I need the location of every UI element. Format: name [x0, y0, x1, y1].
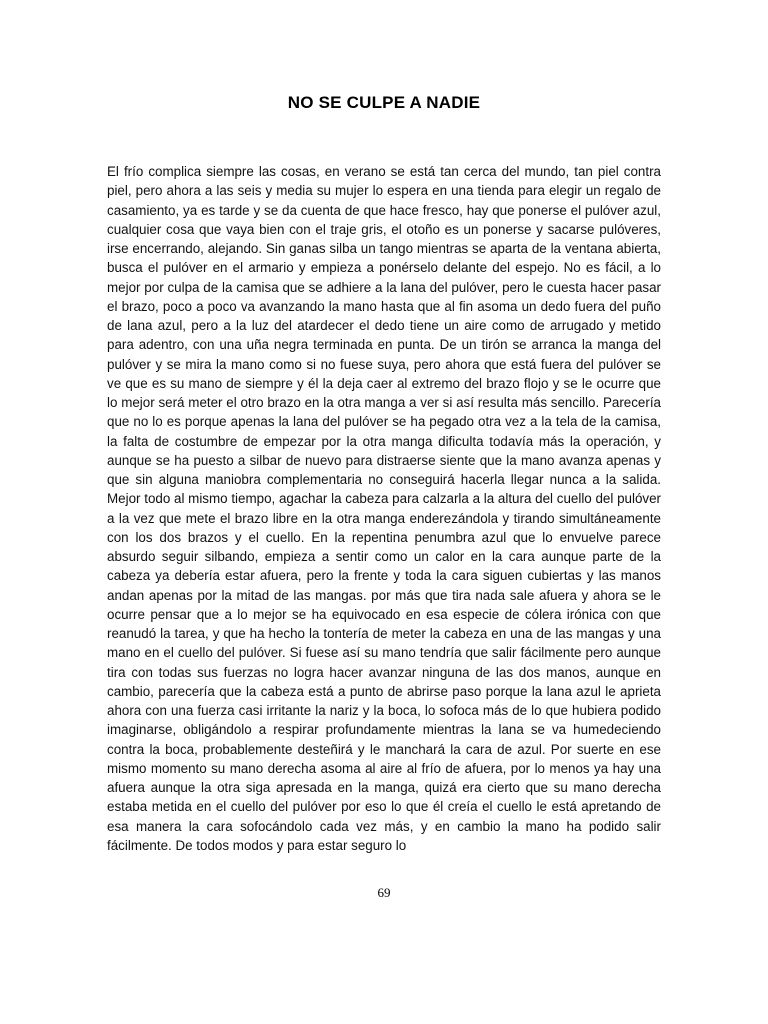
page-title: NO SE CULPE A NADIE [287, 93, 481, 112]
page-number: 69 [377, 885, 391, 900]
body-paragraph: El frío complica siempre las cosas, en verano se está tan cerca del mundo, tan piel contra piel, pero ahora a las seis y media su mujer lo espera en una tienda para elegir un regalo de casamiento, ya es tarde y se da cuenta de que hace fresco, hay que ponerse el pulóver azul, cualquier cosa que vaya bien con el traje gris, el otoño es un ponerse y sacarse pulóveres, irse encerrando, alejando. Sin ganas silba un tango mientras se aparta de la ventana abierta, busca el pulóver en el armario y empieza a ponérselo delante del espejo. No es fácil, a lo mejor por culpa de la camisa que se adhiere a la lana del pulóver, pero le cuesta hacer pasar el brazo, poco a poco va avanzando la mano hasta que al fin asoma un dedo fuera del puño de lana azul, pero a la luz del atardecer el dedo tiene un aire como de arrugado y metido para adentro, con una uña negra terminada en punta. De un tirón se arranca la manga del pulóver y se mira la mano como si no fuese suya, pero ahora que está fuera del pulóver se ve que es su mano de siempre y él la deja caer al extremo del brazo flojo y se le ocurre que lo mejor será meter el otro brazo en la otra manga a ver si así resulta más sencillo. Parecería que no lo es porque apenas la lana del pulóver se ha pegado otra vez a la tela de la camisa, la falta de costumbre de empezar por la otra manga dificulta todavía más la operación, y aunque se ha puesto a silbar de nuevo para distraerse siente que la mano avanza apenas y que sin alguna maniobra complementaria no conseguirá hacerla llegar nunca a la salida. Mejor todo al mismo tiempo, agachar la cabeza para calzarla a la altura del cuello del pulóver a la vez que mete el brazo libre en la otra manga enderezándola y tirando simultáneamente con los dos brazos y el cuello. En la repentina penumbra azul que lo envuelve parece absurdo seguir silbando, empieza a sentir como un calor en la cara aunque parte de la cabeza ya debería estar afuera, pero la frente y toda la cara siguen cubiertas y las manos andan apenas por la mitad de las mangas. por más que tira nada sale afuera y ahora se le ocurre pensar que a lo mejor se ha equivocado en esa especie de cólera irónica con que reanudó la tarea, y que ha hecho la tontería de meter la cabeza en una de las mangas y una mano en el cuello del pulóver. Si fuese así su mano tendría que salir fácilmente pero aunque tira con todas sus fuerzas no logra hacer avanzar ninguna de las dos manos, aunque en cambio, parecería que la cabeza está a punto de abrirse paso porque la lana azul le aprieta ahora con una fuerza casi irritante la nariz y la boca, lo sofoca más de lo que hubiera podido imaginarse, obligándolo a respirar profundamente mientras la lana se va humedeciendo contra la boca, probablemente desteñirá y le manchará la cara de azul. Por suerte en ese mismo momento su mano derecha asoma al aire al frío de afuera, por lo menos ya hay una afuera aunque la otra siga apresada en la manga, quizá era cierto que su mano derecha estaba metida en el cuello del pulóver por eso lo que él creía el cuello le está apretando de esa manera la cara sofocándolo cada vez más, y en cambio la mano ha podido salir fácilmente. De todos modos y para estar seguro lo [107, 164, 661, 853]
